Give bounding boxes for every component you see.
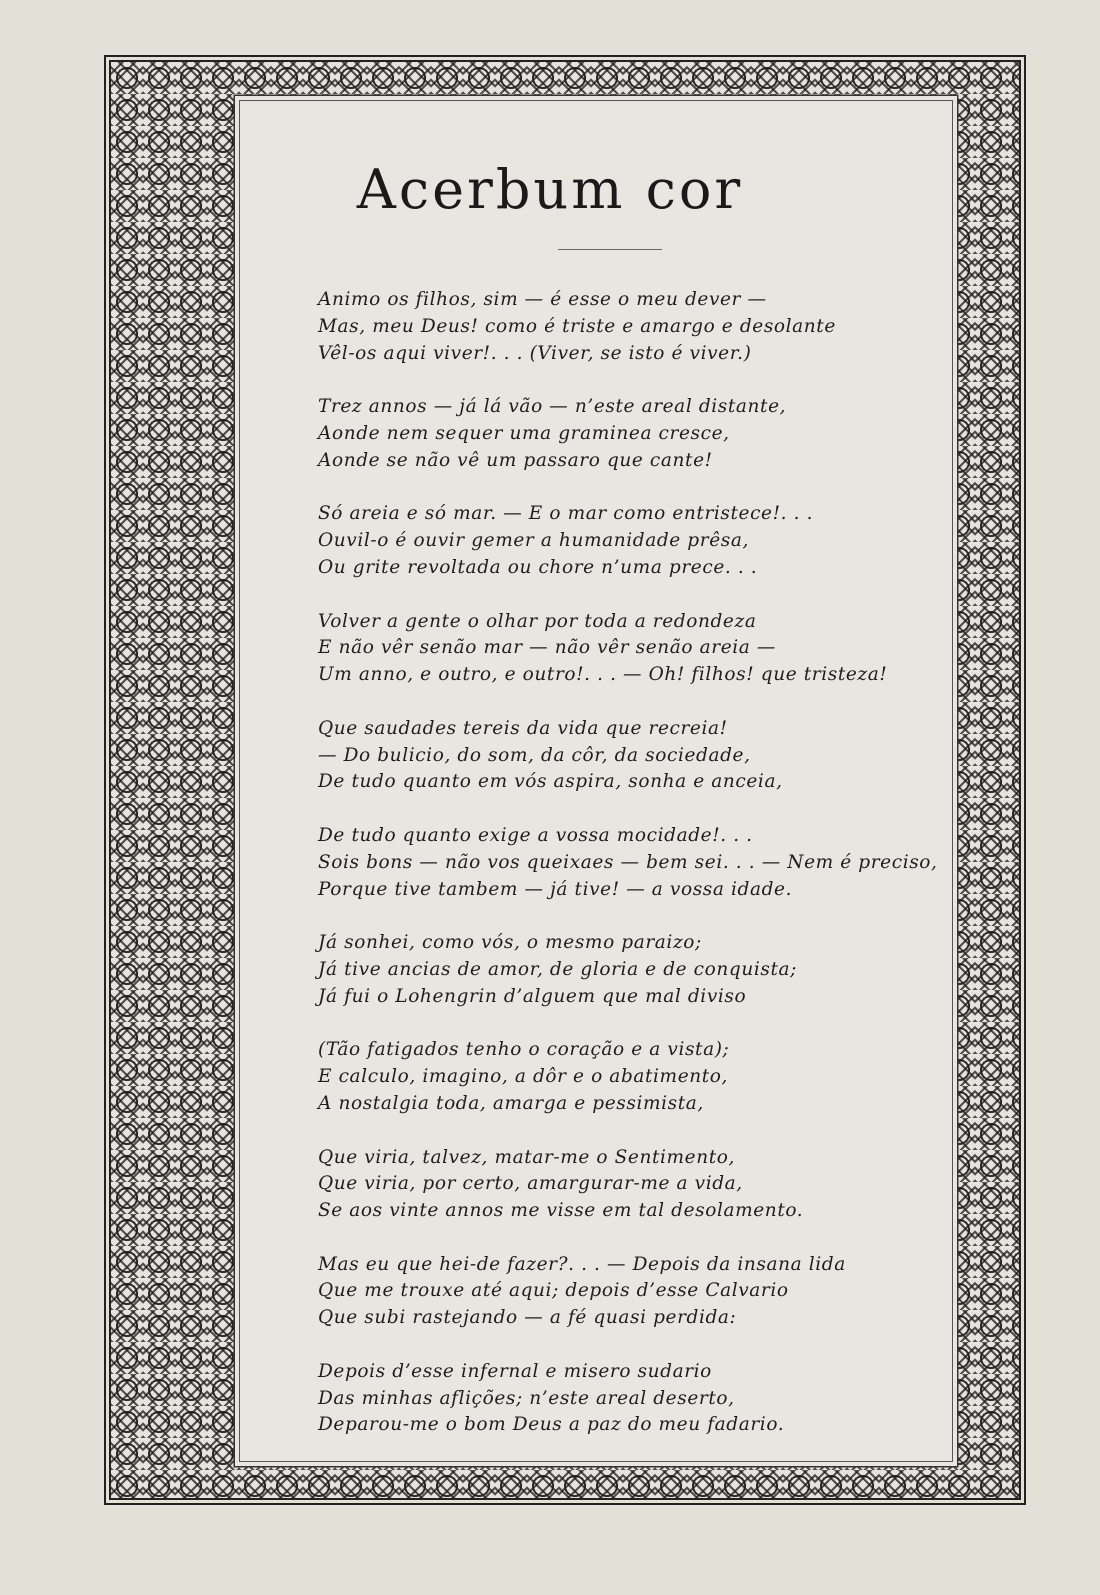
poem-line: Já sonhei, como vós, o mesmo paraizo; xyxy=(318,932,702,954)
poem-line: Mas, meu Deus! como é triste e amargo e desolante xyxy=(318,315,836,337)
poem-line: A nostalgia toda, amarga e pessimista, xyxy=(318,1092,704,1114)
stanza xyxy=(318,823,938,903)
poem-line: Das minhas aflições; n’este areal deserto, xyxy=(318,1387,735,1409)
poem-line: Um anno, e outro, e outro!. . . — Oh! filhos! que tristeza! xyxy=(318,664,888,686)
stanza xyxy=(318,287,918,367)
poem-line: Animo os filhos, sim — é esse o meu dever — xyxy=(318,289,767,310)
poem-line: Aonde nem sequer uma graminea cresce, xyxy=(318,422,730,444)
poem-line: Já fui o Lohengrin d’alguem que mal diviso xyxy=(318,985,747,1007)
poem-line: Vêl-os aqui viver!. . . (Viver, se isto é viver.) xyxy=(318,342,752,364)
stanza xyxy=(318,394,918,474)
poem-line: Mas eu que hei-de fazer?. . . — Depois da insana lida xyxy=(318,1253,846,1275)
poem-line: De tudo quanto exige a vossa mocidade!. . . xyxy=(318,824,753,846)
poem-line: Deparou-me o bom Deus a paz do meu fadario. xyxy=(318,1414,785,1436)
poem-line: Volver a gente o olhar por toda a redondeza xyxy=(318,610,757,632)
poem-line: (Tão fatigados tenho o coração e a vista); xyxy=(318,1039,730,1061)
poem-line: Que me trouxe até aqui; depois d’esse Calvario xyxy=(318,1280,789,1302)
poem-line: Se aos vinte annos me visse em tal desolamento. xyxy=(318,1200,804,1222)
poem-line: Depois d’esse infernal e misero sudario xyxy=(318,1360,712,1382)
poem-line: Ou grite revoltada ou chore n’uma prece. . . xyxy=(318,556,758,578)
poem-line: E não vêr senão mar — não vêr senão areia — xyxy=(318,637,776,659)
poem-line: Ouvil-o é ouvir gemer a humanidade prêsa, xyxy=(318,530,749,552)
poem-line: Trez annos — já lá vão — n’este areal distante, xyxy=(318,396,787,418)
stanza xyxy=(318,930,918,1010)
poem-line: Que subi rastejando — a fé quasi perdida: xyxy=(318,1307,737,1329)
poem-line: De tudo quanto em vós aspira, sonha e anceia, xyxy=(318,771,783,793)
poem-line: Sois bons — não vos queixaes — bem sei. . . — Nem é preciso, xyxy=(318,851,938,873)
stanza xyxy=(318,716,918,796)
title-divider xyxy=(558,249,662,250)
poem-line: Já tive ancias de amor, de gloria e de conquista; xyxy=(318,958,797,980)
stanza xyxy=(318,609,918,689)
stanza xyxy=(318,1145,918,1225)
poem-line: Que saudades tereis da vida que recreia! xyxy=(318,717,728,739)
stanza xyxy=(318,501,918,581)
poem-line: E calculo, imagino, a dôr e o abatimento, xyxy=(318,1066,729,1088)
poem-line: Que viria, talvez, matar-me o Sentimento, xyxy=(318,1146,735,1168)
poem xyxy=(318,287,938,1466)
poem-line: Aonde se não vê um passaro que cante! xyxy=(318,449,713,471)
stanza xyxy=(318,1359,918,1439)
poem-line: Porque tive tambem — já tive! — a vossa idade. xyxy=(318,878,793,900)
stanza xyxy=(318,1252,918,1332)
stanza xyxy=(318,1037,918,1117)
poem-line: — Do bulicio, do som, da côr, da sociedade, xyxy=(318,744,751,766)
poem-line: Só areia e só mar. — E o mar como entristece!. . . xyxy=(318,503,814,525)
poem-line: Que viria, por certo, amargurar-me a vida, xyxy=(318,1173,743,1195)
page-title: Acerbum cor xyxy=(356,158,744,221)
